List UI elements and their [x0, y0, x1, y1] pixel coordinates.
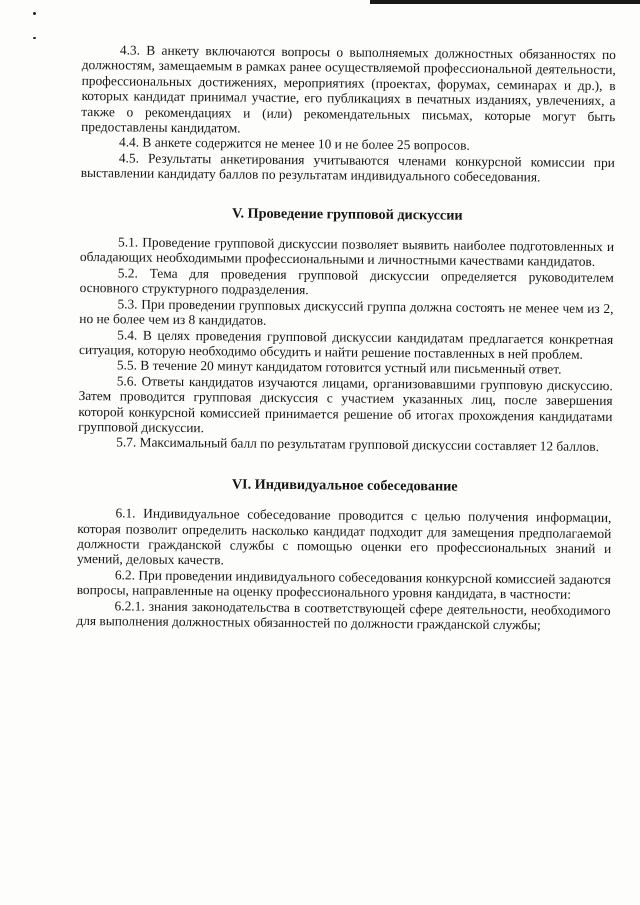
paragraph-4-4: 4.4. В анкете содержится не менее 10 и не более 25 вопросов.	[118, 134, 470, 154]
paragraph-6-2: 6.2. При проведении индивидуального собеседования конкурсной комиссией задаются вопросы, направленные на оценку профессионального уровня кандидата, в частности:	[76, 567, 611, 602]
document-body	[76, 42, 616, 634]
paragraph-5-2: 5.2. Тема для проведения групповой дискуссии определяется руководителем основного структурного подразделения.	[79, 265, 614, 298]
paragraph-5-5: 5.5. В течение 20 минут кандидатом готовится устный или письменный ответ.	[116, 357, 562, 377]
paragraph-6-2-1: 6.2.1. знания законодательства в соответствующей сфере деятельности, необходимого для выполнения должностных обязанностей по должности гражданской службы;	[76, 597, 611, 633]
scan-speck	[33, 12, 36, 15]
paragraph-4-5: 4.5. Результаты анкетирования учитываются членами конкурсной комиссии при выставлении кандидату баллов по результатам индивидуального собеседования.	[80, 150, 615, 185]
paragraph-6-1: 6.1. Индивидуальное собеседование проводится с целью получения информации, которая позволит определить насколько кандидат подходит для замещения предполагаемой должности гражданской службы с помощью оценки его профессиональных знаний и умений, деловых качеств.	[76, 505, 612, 568]
paragraph-5-4: 5.4. В целях проведения групповой дискуссии кандидатам предлагается конкретная ситуация, которую необходимо обсудить и найти решение поставленных в ней проблем.	[78, 326, 614, 362]
section-title-5: V. Проведение групповой дискуссии	[232, 205, 463, 224]
paragraph-5-1: 5.1. Проведение групповой дискуссии позволяет выявить наиболее подготовленных и обладающих необходимыми профессиональными и личностными качествами кандидатов.	[79, 234, 615, 270]
paragraph-5-7: 5.7. Максимальный балл по результатам групповой дискуссии составляет 12 баллов.	[116, 434, 600, 455]
scan-speck	[33, 37, 36, 39]
paragraph-4-3: 4.3. В анкету включаются вопросы о выполняемых должностных обязанностях по должностям, замещаемым в рамках ранее осуществляемой профессиональной деятельности, профессиональных достижениях, мероприятиях (проектах, форумах, семинарах и др.), в которых кандидат принимал участие, его публикациях в печатных изданиях, увлечениях, а также о рекомендациях и (или) рекомендательных письмах, которые могут быть предоставлены кандидатом.	[81, 42, 616, 136]
paragraph-5-3: 5.3. При проведении групповых дискуссий группа должна состоять не менее чем из 2, но не более чем из 8 кандидатов.	[79, 296, 614, 328]
section-title-6: VI. Индивидуальное собеседование	[231, 476, 458, 495]
scan-edge-mark	[370, 0, 640, 4]
paragraph-5-6: 5.6. Ответы кандидатов изучаются лицами, организовавшими групповую дискуссию. Затем проводится групповая дискуссия с участием указанных лиц, после завершения которой конкурсной комиссией принимается решение об итогах прохождения кандидатами групповой дискуссии.	[78, 373, 613, 436]
